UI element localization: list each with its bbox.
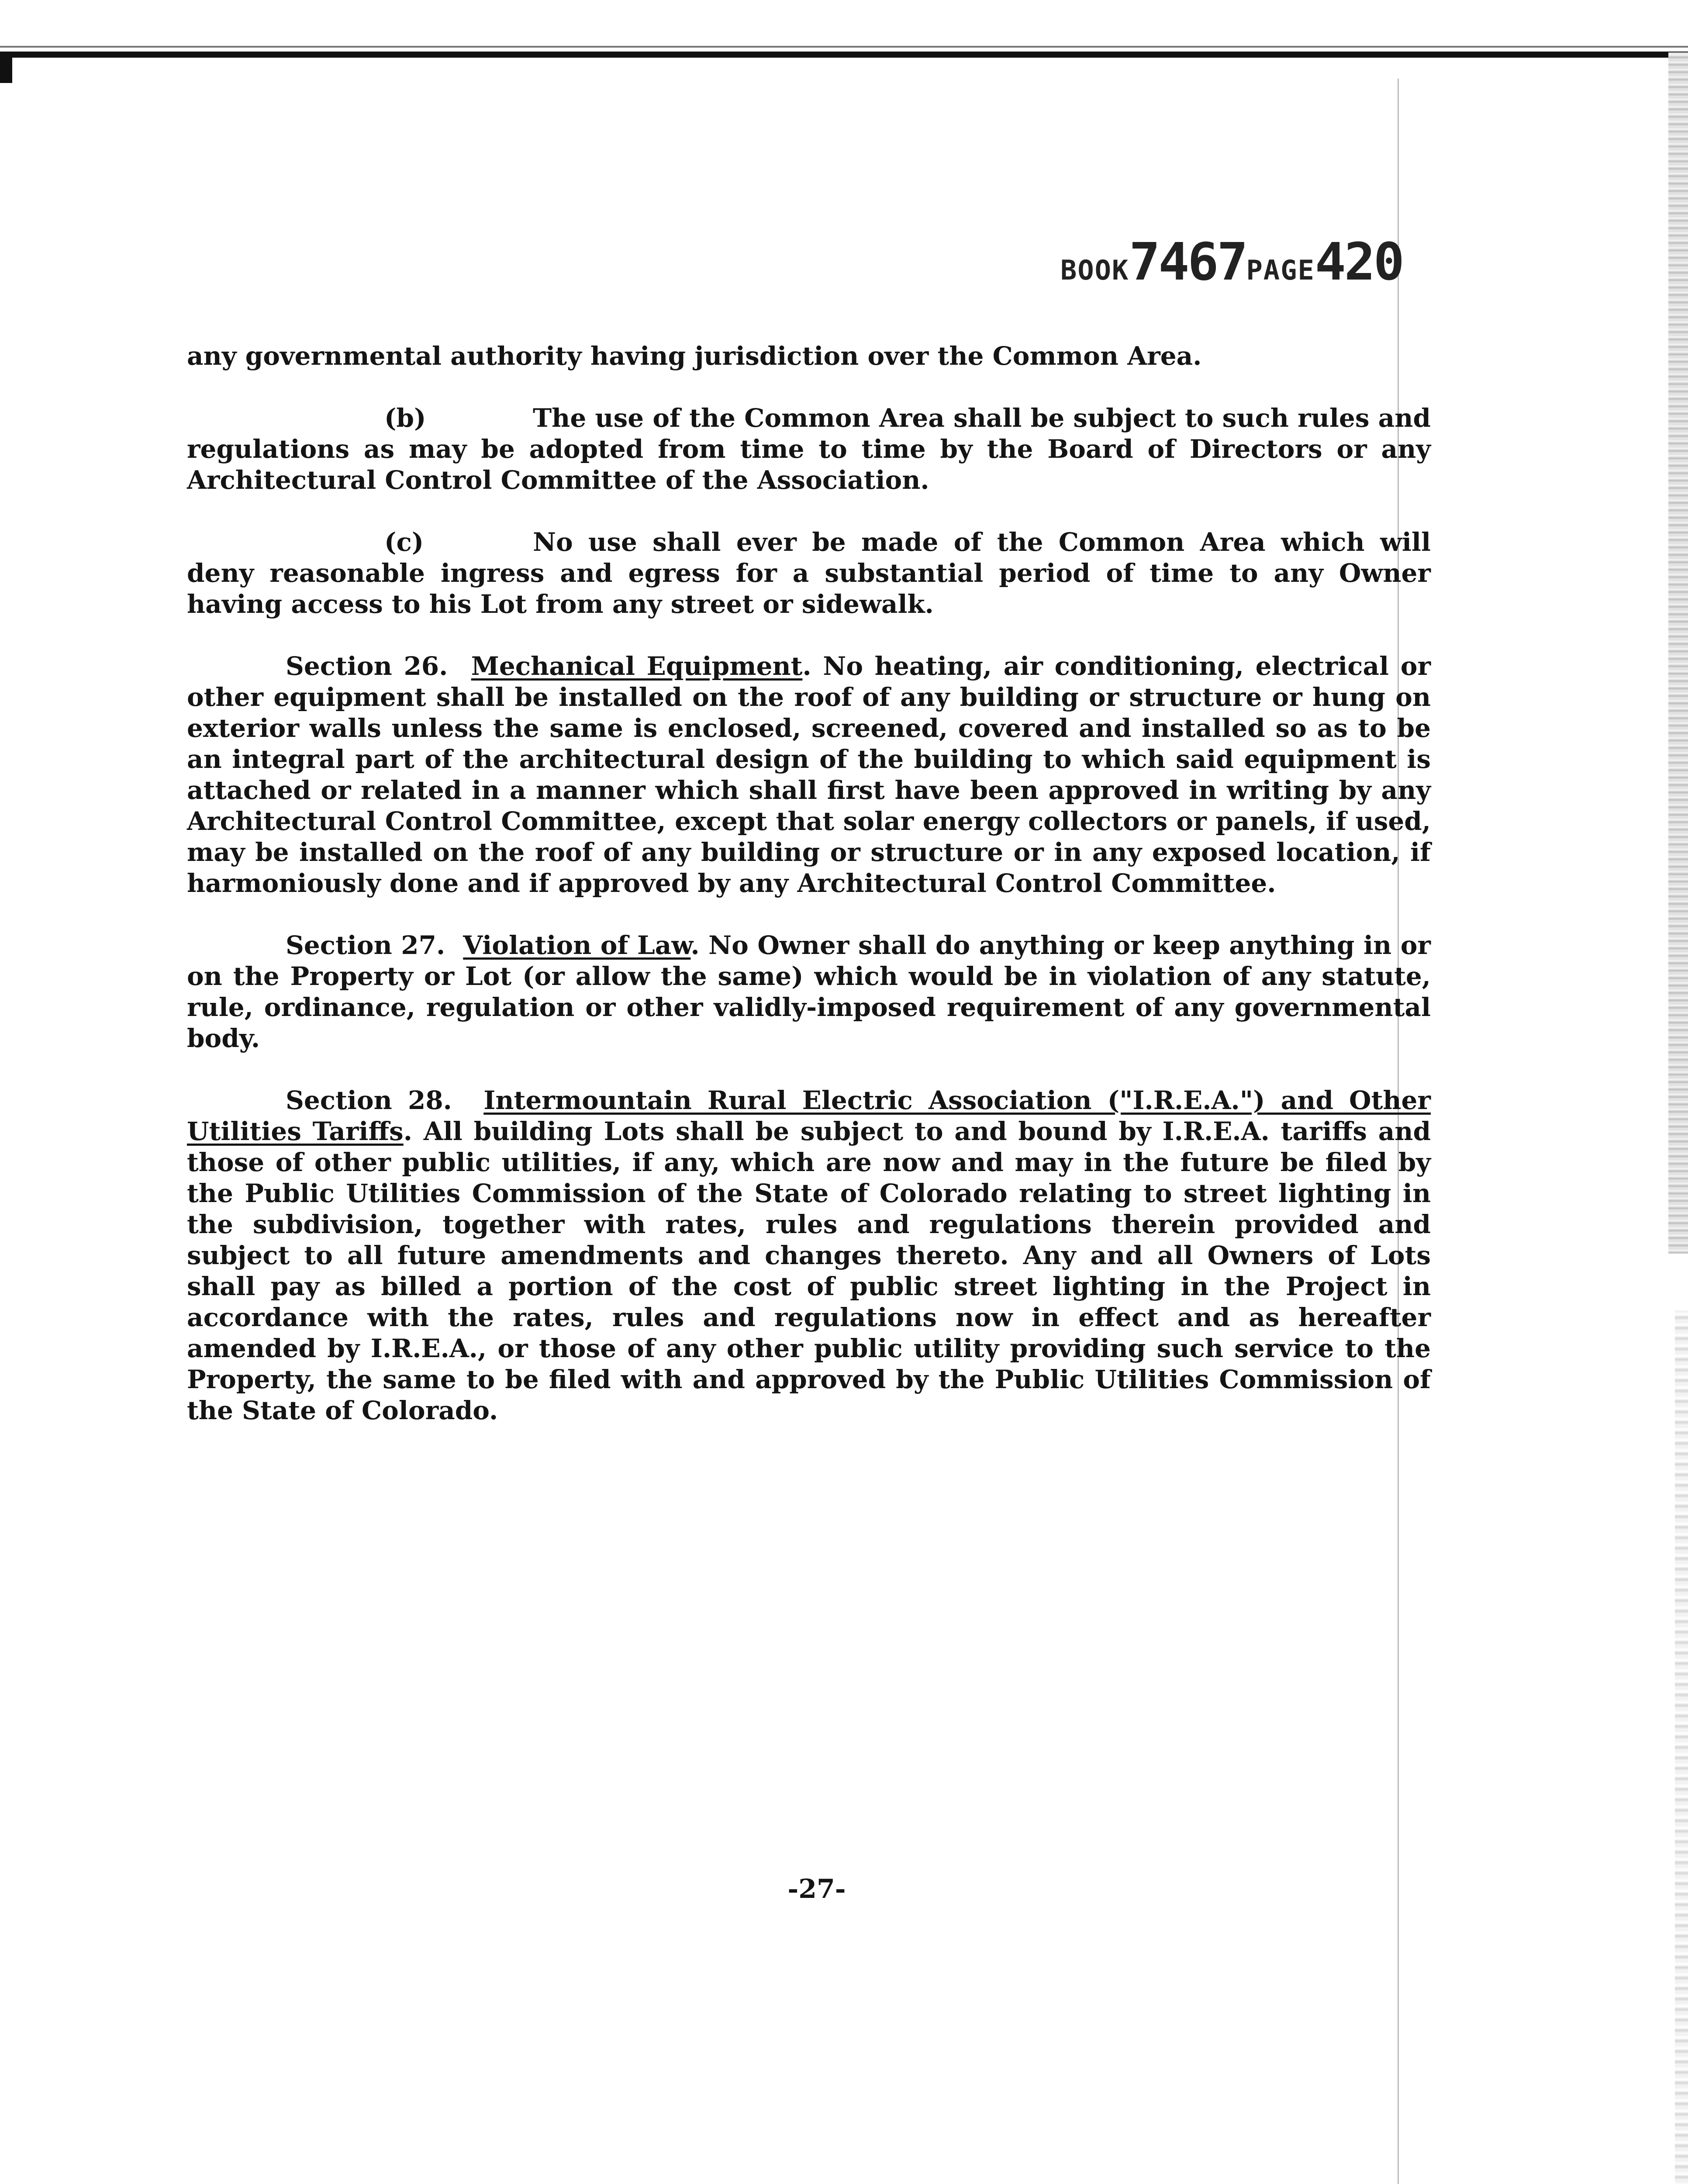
section-28 xyxy=(187,1085,1431,1426)
section-26-text: . No heating, air conditioning, electrical or other equipment shall be installed on the roof of any building or structure or hung on exterior walls unless the same is enclosed, screened, covered and installed so as to be an integral part of the architectural design of the building to which said equipment is attached or related in a manner which shall first have been approved in writing by any Architectural Control Committee, except that solar energy collectors or panels, if used, may be installed on the roof of any building or structure or in any exposed location, if harmoniously done and if approved by any Architectural Control Committee. xyxy=(187,651,1431,898)
section-26-number: Section 26. xyxy=(286,651,448,681)
section-27-heading: Violation of Law xyxy=(463,930,691,960)
section-28-number: Section 28. xyxy=(286,1085,452,1115)
scan-edge-line xyxy=(0,46,1688,48)
book-page-stamp xyxy=(1060,232,1403,292)
scan-right-edge xyxy=(1668,52,1688,1254)
document-body xyxy=(187,341,1431,1457)
paragraph-c xyxy=(187,527,1431,620)
section-28-heading: Intermountain Rural Electric Association ("I.R.E.A.") and Other Utilities Tariffs xyxy=(187,1085,1431,1146)
page-number: -27- xyxy=(787,1874,846,1904)
stamp-page-number: 420 xyxy=(1315,232,1403,292)
section-27 xyxy=(187,930,1431,1054)
paragraph-continuation: any governmental authority having jurisdiction over the Common Area. xyxy=(187,341,1202,371)
section-26 xyxy=(187,651,1431,899)
paragraph-b-text: The use of the Common Area shall be subject to such rules and regulations as may be adopted from time to time by the Board of Directors or any Architectural Control Committee of the Association. xyxy=(187,403,1431,495)
page-label: PAGE xyxy=(1246,254,1315,286)
scan-right-edge-lower xyxy=(1675,1310,1688,2184)
book-label: BOOK xyxy=(1060,254,1129,286)
section-26-heading: Mechanical Equipment xyxy=(471,651,803,681)
scan-top-rule xyxy=(0,52,1688,58)
section-27-number: Section 27. xyxy=(286,930,445,960)
scan-corner-mark xyxy=(0,52,12,83)
book-number: 7467 xyxy=(1129,232,1246,292)
paragraph-b-label: (b) xyxy=(384,403,426,433)
section-28-text: . All building Lots shall be subject to and bound by I.R.E.A. tariffs and those of other public utilities, if any, which are now and may in the future be filed by the Public Utilities Commission of the State of Colorado relating to street lighting in the subdivision, together with rates, rules and regulations therein provided and subject to all future amendments and changes thereto. Any and all Owners of Lots shall pay as billed a portion of the cost of public street lighting in the Project in accordance with the rates, rules and regulations now in effect and as hereafter amended by I.R.E.A., or those of any other public utility providing such service to the Property, the same to be filed with and approved by the Public Utilities Commission of the State of Colorado. xyxy=(187,1116,1431,1425)
paragraph-b xyxy=(187,403,1431,496)
paragraph-c-label: (c) xyxy=(384,527,424,557)
section-27-text: . No Owner shall do anything or keep anything in or on the Property or Lot (or allow the same) which would be in violation of any statute, rule, ordinance, regulation or other validly-imposed requirement of any governmental body. xyxy=(187,930,1431,1053)
paragraph-c-text: No use shall ever be made of the Common Area which will deny reasonable ingress and egress for a substantial period of time to any Owner having access to his Lot from any street or sidewalk. xyxy=(187,527,1431,619)
